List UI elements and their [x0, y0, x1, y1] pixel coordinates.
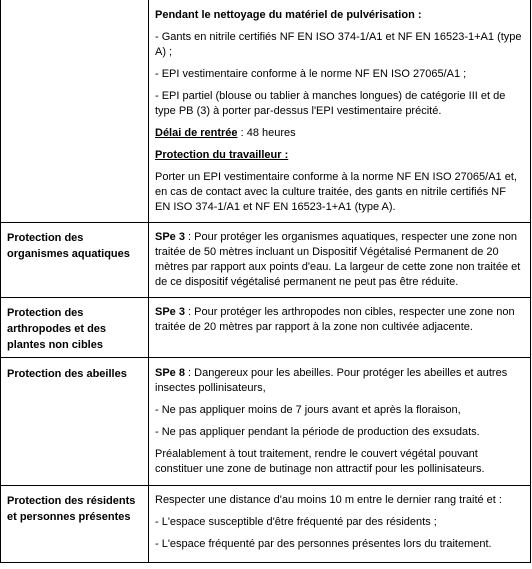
list-item: - L'espace susceptible d'être fréquenté par des résidents ; [155, 516, 437, 528]
row-0-content [155, 8, 523, 222]
spe-code: SPe 3 [155, 231, 185, 243]
list-item: - EPI vestimentaire conforme à le norme NF EN ISO 27065/A1 ; [155, 68, 467, 80]
row-divider [0, 357, 531, 358]
row-3-label: Protection des abeilles [7, 368, 127, 380]
table-border-left [0, 0, 1, 563]
spe-paragraph [155, 305, 523, 335]
spe-code: SPe 8 [155, 367, 185, 379]
reentry-delay [155, 126, 523, 141]
row-4-label: Protection des résidents et personnes présentes [7, 495, 136, 523]
cleaning-heading: Pendant le nettoyage du matériel de pulvérisation : [155, 9, 422, 21]
list-item: - Ne pas appliquer pendant la période de production des exsudats. [155, 426, 480, 438]
bees-note: Préalablement à tout traitement, rendre le couvert végétal pouvant constituer une zone de butinage non attractif pour les pollinisateurs. [155, 448, 485, 475]
spe-text: : Pour protéger les arthropodes non cibles, respecter une zone non traitée de 20 mètres par rapport à la zone non cultivée adjacente. [155, 306, 515, 333]
spe-text: : Pour protéger les organismes aquatiques, respecter une zone non traitée de 50 mètres incluant un Dispositif Végétalisé Permanent de 20 mètres par rapport aux points d'eau. La largeur de cette zone non traitée et de ce dispositif végétalisé permanent ne peut pas être réduite. [155, 231, 521, 288]
row-divider [0, 485, 531, 486]
spe-text: : Dangereux pour les abeilles. Pour protéger les abeilles et autres insectes pollinisateurs, [155, 367, 508, 394]
spe-paragraph [155, 230, 523, 290]
row-2-content [155, 305, 523, 342]
list-item: - Gants en nitrile certifiés NF EN ISO 374-1/A1 et NF EN 16523-1+A1 (type A) ; [155, 31, 522, 58]
list-item: - EPI partiel (blouse ou tablier à manches longues) de catégorie III et de type PB (3) à porter par-dessus l'EPI vestimentaire précité. [155, 90, 506, 117]
reentry-label: Délai de rentrée [155, 127, 238, 139]
row-1-label: Protection des organismes aquatiques [7, 232, 130, 260]
reentry-value: : 48 heures [237, 127, 296, 139]
row-divider [0, 297, 531, 298]
row-2-label: Protection des arthropodes et des plantes non cibles [7, 307, 107, 351]
spe-code: SPe 3 [155, 306, 185, 318]
table-border-bottom [0, 562, 531, 563]
row-4-content [155, 493, 523, 559]
list-item: - L'espace fréquenté par des personnes présentes lors du traitement. [155, 538, 492, 550]
spe-paragraph [155, 366, 523, 396]
residents-intro: Respecter une distance d'au moins 10 m entre le dernier rang traité et : [155, 494, 502, 506]
table-border-right [530, 0, 531, 563]
row-3-content [155, 366, 523, 484]
worker-protection-text: Porter un EPI vestimentaire conforme à la norme NF EN ISO 27065/A1 et, en cas de contact avec la culture traitée, des gants en nitrile certifiés NF EN ISO 374-1/A1 et NF EN 16523-1+A1 (type A). [155, 171, 517, 213]
list-item: - Ne pas appliquer moins de 7 jours avant et après la floraison, [155, 404, 461, 416]
row-divider [0, 222, 531, 223]
worker-protection-heading: Protection du travailleur : [155, 149, 289, 161]
row-1-content [155, 230, 523, 297]
table-column-divider [148, 0, 149, 563]
